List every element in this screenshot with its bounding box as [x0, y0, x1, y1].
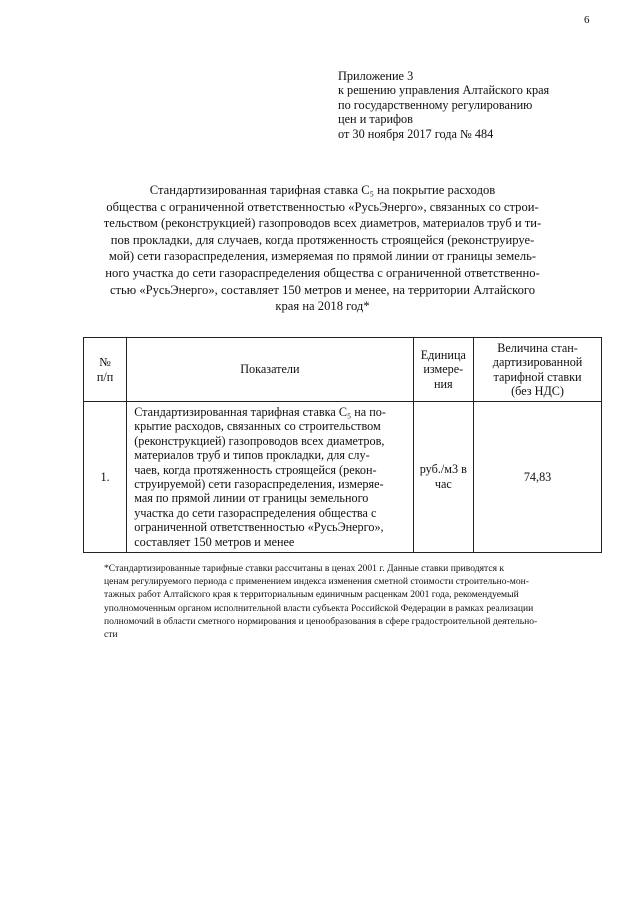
indicator-line: Стандартизированная тарифная ставка C₅ на по- — [134, 405, 386, 419]
appendix-line: к решению управления Алтайского края — [338, 83, 550, 98]
footnote-line: полномочий в области сметного нормирования и ценообразования в сфере градостроительной деятельно- — [104, 615, 538, 627]
footnote-line: *Стандартизированные тарифные ставки рассчитаны в ценах 2001 г. Данные ставки приводятся к — [104, 563, 505, 574]
indicator-line: (реконструкцией) газопроводов всех диаметров, — [134, 433, 385, 448]
header-text: Показатели — [240, 362, 300, 377]
title-line: Стандартизированная тарифная ставка C₅ на покрытие расходов — [149, 183, 496, 197]
title-line: ного участка до сети газораспределения общества с ограниченной ответственно- — [105, 265, 540, 280]
table-header-row — [84, 338, 602, 402]
indicator-line: чаев, когда протяженность строящейся (рекон- — [134, 462, 377, 477]
title-line: края на 2018 год* — [275, 299, 370, 314]
unit-line: руб./м3 в — [419, 462, 467, 477]
indicator-line: мая по прямой линии от границы земельного — [134, 491, 369, 506]
tariff-table — [83, 337, 602, 553]
indicator-line: струируемой) сети газораспределения, измеряе- — [134, 477, 384, 492]
header-text: Величина стан- — [497, 340, 578, 355]
appendix-header — [338, 69, 628, 141]
header-value — [474, 338, 602, 402]
header-text: дартизированной — [492, 355, 583, 370]
header-number — [84, 338, 127, 402]
indicator-line: участка до сети газораспределения общества с — [134, 505, 377, 520]
indicator-line: ограниченной ответственностью «РусьЭнерго», — [134, 520, 384, 535]
indicator-line: материалов труб и типов прокладки, для слу- — [134, 448, 370, 463]
title-line: общества с ограниченной ответственностью «РусьЭнерго», связанных со строи- — [106, 199, 539, 214]
header-text: № — [99, 355, 111, 370]
row-number: 1. — [84, 402, 127, 553]
appendix-line: от 30 ноября 2017 года № 484 — [338, 126, 494, 141]
title-line: стью «РусьЭнерго», составляет 150 метров и менее, на территории Алтайского — [109, 282, 536, 297]
title-line: тельством (реконструкцией) газопроводов всех диаметров, материалов труб и ти- — [103, 216, 542, 231]
footnote-line: уполномоченным органом исполнительной власти субъекта Российской Федерации в рамках реализации — [104, 602, 534, 614]
row-value: 74,83 — [474, 402, 602, 553]
title-line: мой) сети газораспределения, измеряемая по прямой линии от границы земель- — [108, 249, 537, 264]
document-title — [100, 182, 545, 315]
appendix-line: Приложение 3 — [338, 69, 414, 83]
header-text: измере- — [423, 362, 464, 377]
header-text: тарифной ставки — [493, 369, 582, 384]
table-row — [84, 402, 602, 553]
header-text: (без НДС) — [511, 383, 564, 398]
footnote — [104, 562, 592, 641]
page-number: 6 — [584, 14, 590, 26]
header-indicator — [127, 338, 413, 402]
footnote-line: сти — [104, 629, 118, 641]
header-text: ния — [433, 376, 453, 391]
indicator-line: составляет 150 метров и менее — [134, 534, 295, 549]
title-line: пов прокладки, для случаев, когда протяженность строящейся (реконструируе- — [110, 232, 535, 247]
header-text: Единица — [420, 347, 466, 362]
row-indicator — [127, 402, 413, 553]
header-unit — [413, 338, 474, 402]
indicator-line: крытие расходов, связанных со строительством — [134, 419, 381, 434]
appendix-line: цен и тарифов — [338, 112, 413, 127]
header-text: п/п — [96, 369, 114, 384]
row-unit — [413, 402, 474, 553]
footnote-line: тажных работ Алтайского края к территориальным единичным расценкам 2001 года, рекомендуемый — [104, 589, 519, 601]
footnote-line: ценам регулируемого периода с применением индекса изменения сметной стоимости строительно-мон- — [104, 576, 529, 588]
unit-line: час — [434, 477, 452, 492]
appendix-line: по государственному регулированию — [338, 97, 533, 112]
